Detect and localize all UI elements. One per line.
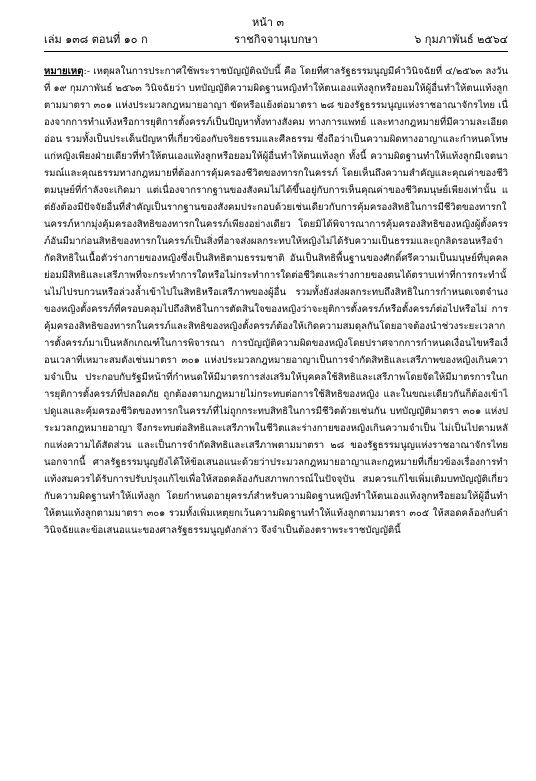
page-number: หน้า ๓	[252, 16, 284, 29]
publication-date: ๖ กุมภาพันธ์ ๒๕๖๔	[414, 33, 508, 46]
remark-text: :- เหตุผลในการประกาศใช้พระราชบัญญัติฉบับนี้ คือ โดยที่ศาลรัฐธรรมนูญมีคำวินิจฉัยที่ ๔/๒๕๖๓ ลงวันที่ ๑๙ กุมภาพันธ์ ๒๕๖๓ วินิจฉัยว่า บทบัญญัติความผิดฐานหญิงทำให้ตนเองแท้งลูกหรือยอมให้ผู้อื่นทำให้ตนแท้งลูก ตามมาตรา ๓๐๑ แห่งประมวลกฎหมายอาญา ขัดหรือแย้งต่อมาตรา ๒๘ ของรัฐธรรมนูญแห่งราชอาณาจักรไทย เนื่องจากการทำแท้งหรือการยุติการตั้งครรภ์เป็นปัญหาทั้งทางสังคม ทางการแพทย์ และทางกฎหมายที่มีความละเอียดอ่อน รวมทั้งเป็นประเด็นปัญหาที่เกี่ยวข้องกับจริยธรรมและศีลธรรม ซึ่งถือว่าเป็นความผิดทางอาญาและกำหนดโทษแก่หญิงเพียงฝ่ายเดียวที่ทำให้ตนเองแท้งลูกหรือยอมให้ผู้อื่นทำให้ตนแท้งลูก ทั้งนี้ ความผิดฐานทำให้แท้งลูกมีเจตนารมณ์และคุณธรรมทางกฎหมายที่ต้องการคุ้มครองชีวิตของทารกในครรภ์ โดยเห็นถึงความสำคัญและคุณค่าของชีวิตมนุษย์ที่กำลังจะเกิดมา แต่เนื่องจากรากฐานของสังคมไม่ได้ขึ้นอยู่กับการเห็นคุณค่าของชีวิตมนุษย์เพียงเท่านั้น แต่ยังต้องมีปัจจัยอื่นที่สำคัญเป็นรากฐานของสังคมประกอบด้วยเช่นเดียวกับการคุ้มครองสิทธิในการมีชีวิตของทารกในครรภ์หากมุ่งคุ้มครองสิทธิของทารกในครรภ์เพียงอย่างเดียว โดยมิได้พิจารณาการคุ้มครองสิทธิของหญิงผู้ตั้งครรภ์อันมีมาก่อนสิทธิของทารกในครรภ์เป็นสิ่งที่อาจส่งผลกระทบให้หญิงไม่ได้รับความเป็นธรรมและถูกลิดรอนหรือจำกัดสิทธิในเนื้อตัวร่างกายของหญิงซึ่งเป็นสิทธิตามธรรมชาติ อันเป็นสิทธิพื้นฐานของศักดิ์ศรีความเป็นมนุษย์ที่บุคคลย่อมมีสิทธิและเสรีภาพที่จะกระทำการใดหรือไม่กระทำการใดต่อชีวิตและร่างกายของตนได้ตราบเท่าที่การกระทำนั้นไม่ไปรบกวนหรือล่วงล้ำเข้าไปในสิทธิหรือเสรีภาพของผู้อื่น รวมทั้งยังส่งผลกระทบถึงสิทธิในการกำหนดเจตจำนงของหญิงตั้งครรภ์ที่ครอบคลุมไปถึงสิทธิในการตัดสินใจของหญิงว่าจะยุติการตั้งครรภ์หรือตั้งครรภ์ต่อไปหรือไม่ การคุ้มครองสิทธิของทารกในครรภ์และสิทธิของหญิงตั้งครรภ์ต้องให้เกิดความสมดุลกันโดยอาจต้องนำช่วงระยะเวลาการตั้งครรภ์มาเป็นหลักเกณฑ์ในการพิจารณา การบัญญัติความผิดของหญิงโดยปราศจากการกำหนดเงื่อนไขหรือเงื่อนเวลาที่เหมาะสมดังเช่นมาตรา ๓๐๑ แห่งประมวลกฎหมายอาญาเป็นการจำกัดสิทธิและเสรีภาพของหญิงเกินความจำเป็น ประกอบกับรัฐมีหน้าที่กำหนดให้มีมาตรการส่งเสริมให้บุคคลใช้สิทธิและเสรีภาพโดยจัดให้มีมาตรการในการยุติการตั้งครรภ์ที่ปลอดภัย ถูกต้องตามกฎหมายไม่กระทบต่อการใช้สิทธิของหญิง และในขณะเดียวกันก็ต้องเข้าไปดูแลและคุ้มครองชีวิตของทารกในครรภ์ที่ไม่ถูกกระทบสิทธิในการมีชีวิตด้วยเช่นกัน บทบัญญัติมาตรา ๓๐๑ แห่งประมวลกฎหมายอาญา จึงกระทบต่อสิทธิและเสรีภาพในชีวิตและร่างกายของหญิงเกินความจำเป็น ไม่เป็นไปตามหลักแห่งความได้สัดส่วน และเป็นการจำกัดสิทธิและเสรีภาพตามมาตรา ๒๘ ของรัฐธรรมนูญแห่งราชอาณาจักรไทย นอกจากนี้ ศาลรัฐธรรมนูญยังได้ให้ข้อเสนอแนะด้วยว่าประมวลกฎหมายอาญาและกฎหมายที่เกี่ยวข้องเรื่องการทำแท้งสมควรได้รับการปรับปรุงแก้ไขเพื่อให้สอดคล้องกับสภาพการณ์ในปัจจุบัน สมควรแก้ไขเพิ่มเติมบทบัญญัติเกี่ยวกับความผิดฐานทำให้แท้งลูก โดยกำหนดอายุครรภ์สำหรับความผิดฐานหญิงทำให้ตนเองแท้งลูกหรือยอมให้ผู้อื่นทำให้ตนแท้งลูกตามมาตรา ๓๐๑ รวมทั้งเพิ่มเหตุยกเว้นความผิดฐานทำให้แท้งลูกตามมาตรา ๓๐๕ ให้สอดคล้องกับคำวินิจฉัยและข้อเสนอแนะของศาลรัฐธรรมนูญดังกล่าว จึงจำเป็นต้องตราพระราชบัญญัตินี้	[44, 66, 508, 536]
gazette-header	[44, 33, 508, 47]
header-divider	[44, 51, 508, 52]
remark-heading: หมายเหตุ	[44, 66, 84, 77]
remark-paragraph	[44, 63, 508, 539]
gazette-name: ราชกิจจานุเบกษา	[234, 33, 318, 46]
volume-issue: เล่ม ๑๓๘ ตอนที่ ๑๐ ก	[44, 33, 148, 46]
